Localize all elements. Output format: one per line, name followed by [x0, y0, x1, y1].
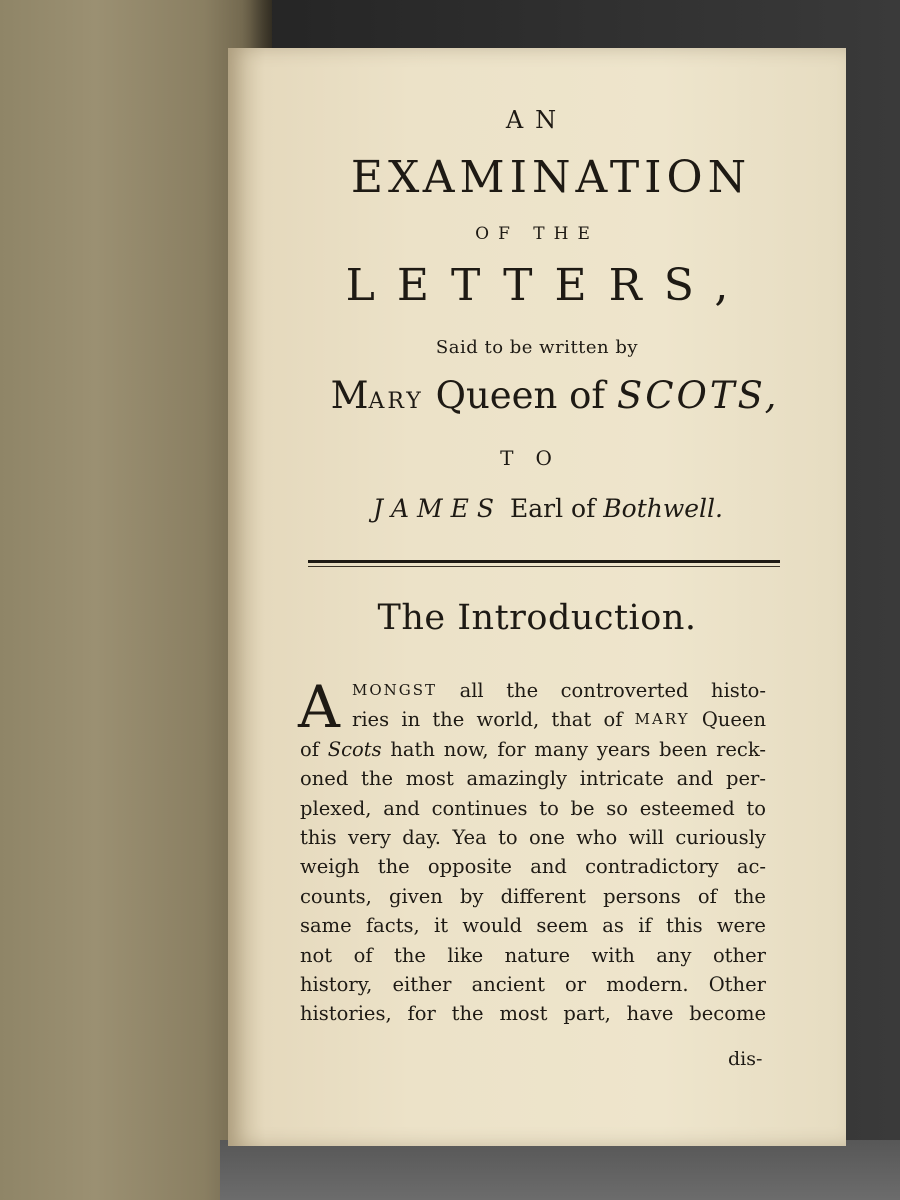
body-word: Queen	[701, 708, 766, 732]
body-word: be	[570, 796, 595, 820]
body-word: of	[300, 737, 319, 761]
body-word: become	[689, 1002, 766, 1026]
body-line	[300, 941, 766, 970]
body-word: of	[603, 708, 623, 732]
body-word: either	[392, 972, 452, 996]
body-word: to	[746, 796, 766, 820]
book-page	[228, 48, 846, 1146]
title-said-to-be: Said to be written by	[435, 337, 639, 358]
title-examination: EXAMINATION	[350, 152, 752, 203]
body-word: now,	[443, 737, 489, 761]
body-word: ac-	[736, 855, 766, 879]
body-word: the	[451, 1002, 484, 1026]
body-line	[300, 794, 766, 823]
title-mary-initial: M	[330, 374, 369, 417]
body-line	[300, 882, 766, 911]
title-queen-of: Queen of	[423, 374, 617, 417]
title-scots: SCOTS,	[616, 374, 780, 417]
body-word: per-	[726, 767, 766, 791]
body-word: and	[383, 796, 420, 820]
body-word: years	[596, 737, 651, 761]
section-heading: The Introduction.	[377, 598, 697, 638]
body-word: been	[659, 737, 708, 761]
body-word: Scots	[327, 737, 382, 761]
body-word: contradictory	[585, 855, 719, 879]
body-word: it	[434, 914, 449, 938]
body-word: many	[534, 737, 589, 761]
body-word: nature	[504, 943, 571, 967]
body-word: same	[300, 914, 352, 938]
title-rule-thin	[308, 566, 780, 567]
body-word: or	[565, 972, 587, 996]
body-line	[300, 823, 766, 852]
body-word: like	[447, 943, 484, 967]
body-word: the	[734, 884, 766, 908]
body-word: plexed,	[300, 796, 372, 820]
body-word: were	[716, 914, 766, 938]
body-word: very	[348, 825, 391, 849]
body-word: MARY	[634, 710, 690, 729]
body-word: histo-	[711, 679, 766, 702]
body-word: any	[656, 943, 692, 967]
body-word: hath	[390, 737, 435, 761]
body-word: the	[361, 767, 393, 791]
body-word: would	[462, 914, 523, 938]
body-word: of	[697, 884, 717, 908]
body-line	[300, 676, 766, 705]
body-word: seem	[536, 914, 588, 938]
body-word: persons	[603, 884, 681, 908]
body-word: the	[393, 943, 426, 967]
body-word: will	[628, 825, 664, 849]
body-word: ancient	[471, 972, 545, 996]
body-word: other	[712, 943, 766, 967]
body-word: facts,	[365, 914, 420, 938]
body-word: controverted	[560, 679, 689, 702]
body-word: the	[432, 708, 465, 732]
body-word: opposite	[427, 855, 512, 879]
body-word: weigh	[300, 855, 360, 879]
body-word: if	[638, 914, 652, 938]
body-word: intricate	[579, 767, 664, 791]
body-line	[300, 911, 766, 940]
catchword: dis-	[728, 1048, 763, 1070]
body-word: world,	[476, 708, 540, 732]
body-word: that	[551, 708, 592, 732]
title-rule	[308, 560, 780, 563]
body-word: counts,	[300, 884, 372, 908]
body-word: most	[405, 767, 454, 791]
body-word: for	[407, 1002, 436, 1026]
body-word: not	[300, 943, 333, 967]
body-word: esteemed	[639, 796, 735, 820]
table-surface	[220, 1140, 900, 1200]
body-line	[300, 705, 766, 734]
body-line	[300, 735, 766, 764]
body-word: part,	[563, 1002, 611, 1026]
title-to: TO	[500, 446, 574, 470]
body-word: all	[459, 679, 484, 702]
body-word: MONGST	[352, 681, 438, 699]
body-word: as	[602, 914, 624, 938]
body-word: to	[498, 825, 518, 849]
body-word: who	[576, 825, 618, 849]
body-word: in	[401, 708, 421, 732]
title-letters: LETTERS,	[345, 260, 751, 311]
drop-cap: A	[298, 673, 340, 741]
body-line	[300, 764, 766, 793]
title-mary-rest: ARY	[368, 389, 424, 414]
body-word: and	[676, 767, 714, 791]
body-word: Other	[708, 972, 766, 996]
title-james: JAMES	[372, 494, 503, 523]
body-word: one	[529, 825, 565, 849]
body-line	[300, 970, 766, 999]
body-word: curiously	[675, 825, 766, 849]
body-word: ries	[352, 708, 390, 732]
body-word: and	[530, 855, 567, 879]
body-word: history,	[300, 972, 373, 996]
body-word: to	[539, 796, 559, 820]
body-word: this	[665, 914, 703, 938]
body-word: histories,	[300, 1002, 392, 1026]
body-text	[298, 673, 766, 1029]
body-word: given	[388, 884, 443, 908]
body-word: different	[500, 884, 586, 908]
body-word: most	[499, 1002, 548, 1026]
body-word: with	[591, 943, 635, 967]
body-word: the	[377, 855, 410, 879]
body-word: day.	[402, 825, 441, 849]
body-line	[300, 999, 766, 1028]
body-word: amazingly	[466, 767, 568, 791]
body-word: modern.	[606, 972, 689, 996]
body-word: so	[606, 796, 628, 820]
body-word: reck-	[716, 737, 766, 761]
title-bothwell: Bothwell.	[603, 494, 723, 523]
body-word: have	[626, 1002, 674, 1026]
body-word: this	[300, 825, 337, 849]
body-word: oned	[300, 767, 349, 791]
body-word: by	[459, 884, 484, 908]
body-word: for	[497, 737, 526, 761]
title-mary-queen-of-scots	[300, 374, 810, 417]
body-word: the	[506, 679, 539, 702]
title-earl-of: Earl of	[502, 494, 604, 523]
body-word: Yea	[452, 825, 487, 849]
title-of-the: OF THE	[475, 224, 599, 244]
title-james-earl-of-bothwell	[308, 494, 788, 523]
body-line	[300, 852, 766, 881]
body-word: of	[353, 943, 373, 967]
body-word: continues	[431, 796, 528, 820]
title-an: AN	[505, 106, 569, 134]
